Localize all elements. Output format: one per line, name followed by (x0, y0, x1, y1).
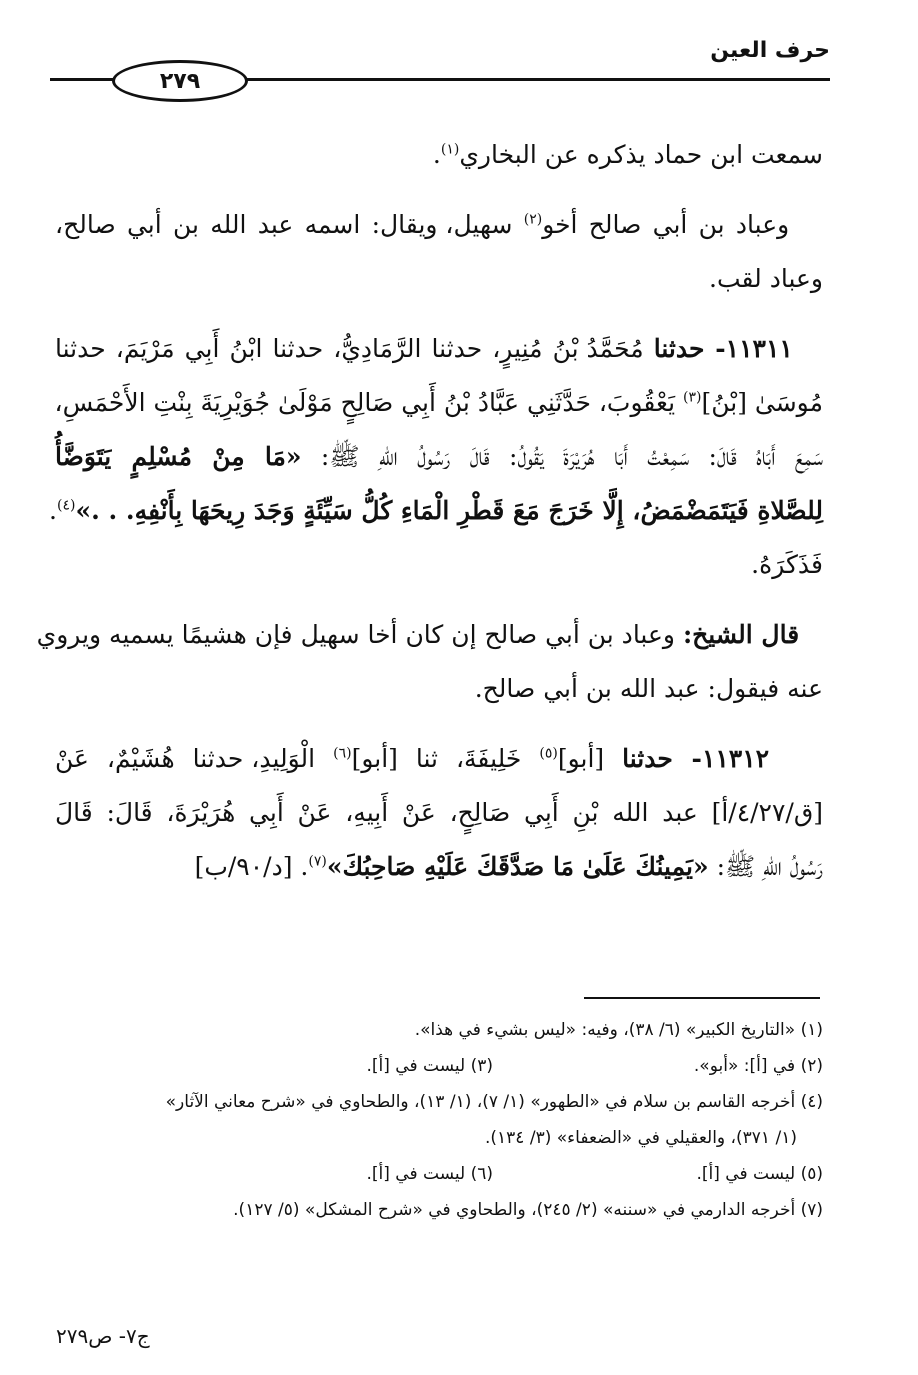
footnotes (55, 1012, 823, 1228)
text-line (55, 732, 823, 786)
chapter-title: حرف العين (710, 38, 830, 63)
page-header (50, 38, 830, 100)
text-line: [ق/٤/٢٧/أ] عبد الله بْنِ أَبِي صَالِحٍ، عَنْ أَبِيهِ، عَنْ أَبِي هُرَيْرَةَ، قَالَ: قَالَ (55, 798, 823, 827)
footnote-row (55, 1156, 823, 1192)
hadith-text: «يَمِينُكَ عَلَىٰ مَا صَدَّقَكَ عَلَيْهِ صَاحِبُكَ» (326, 852, 709, 881)
volume-page-marker: ج٧- ص٢٧٩ (56, 1324, 150, 1348)
footnote-3: (٣) ليست في [أ]. (366, 1056, 493, 1076)
text-line: فَذَكَرَهُ. (751, 550, 823, 579)
text-line (55, 128, 823, 182)
main-text (36, 128, 823, 894)
footnote-ref: (١) (440, 141, 460, 158)
paragraph-shaykh (36, 608, 823, 716)
text-line (55, 198, 823, 252)
text-line: وعباد لقب. (709, 264, 823, 293)
text-line: عنه فيقول: عبد الله بن أبي صالح. (474, 674, 823, 703)
text-line (55, 840, 823, 894)
text-line (36, 608, 823, 662)
footnote-4: (٤) أخرجه القاسم بن سلام في «الطهور» (١/ ٧)، (١/ ١٣)، والطحاوي في «شرح معاني الآثار» (165, 1092, 823, 1112)
text-line (49, 484, 823, 538)
text-span: مُحَمَّدُ بْنُ مُنِيرٍ، حدثنا الرَّمَادِيُّ، حدثنا ابْنُ أَبِي مَرْيَمَ، حدثنا (55, 334, 644, 363)
footnote-6: (٦) ليست في [أ]. (366, 1164, 493, 1184)
footnote-7: (٧) أخرجه الدارمي في «سننه» (٢/ ٢٤٥)، والطحاوي في «شرح المشكل» (٥/ ١٢٧). (233, 1200, 823, 1220)
text-line (55, 322, 823, 376)
page-number: ٢٧٩ (159, 68, 201, 94)
text-span: . (49, 496, 57, 525)
page-number-badge (112, 60, 248, 102)
text-line (55, 430, 823, 484)
text-span: وعباد بن أبي صالح أخو (542, 210, 790, 239)
footnote-ref: (٦) (333, 745, 352, 762)
hadith-text: «مَا مِنْ مُسْلِمٍ يَتَوَضَّأُ (55, 442, 302, 471)
text-line (55, 376, 823, 430)
text-span: [أبو] (557, 744, 605, 773)
footnote-ref: (٢) (523, 211, 543, 228)
footnote-rule (584, 997, 820, 999)
text-span: يَعْقُوبَ، حَدَّثَنِي عَبَّادُ بْنُ أَبِي صَالِحٍ مَوْلَىٰ جُوَيْرِيَةَ بِنْتِ الأَحْمَسِ، (54, 388, 676, 417)
footnote-5: (٥) ليست في [أ]. (696, 1164, 823, 1184)
paragraph-2 (55, 198, 823, 306)
speaker-label: قال الشيخ: (682, 620, 800, 649)
hadith-11311 (49, 322, 823, 592)
footnote-4-cont: (١/ ٣٧١)، والعقيلي في «الضعفاء» (٣/ ١٣٤). (485, 1128, 797, 1148)
text-span: . (432, 140, 441, 169)
text-span: خَلِيفَةَ، ثنا [أبو] (351, 744, 522, 773)
hadith-text: لِلصَّلاةِ فَيَتَمَضْمَضُ، إِلَّا خَرَجَ مَعَ قَطْرِ الْمَاءِ كُلُّ سَيِّئَةٍ وَجَدَ رِيحَهَا بِأَنْفِهِ. . .» (75, 496, 823, 525)
text-span: سمعت ابن حماد يذكره عن البخاري (459, 140, 823, 169)
hadith-number: ١١٣١٢- حدثنا (622, 744, 770, 773)
text-span: سَمِعَ أَبَاهُ قَالَ: سَمِعْتُ أَبَا هُرَيْرَةَ يَقُولُ: قَالَ رَسُولُ اللهِ ﷺ: (320, 442, 823, 471)
footnote-ref: (٥) (539, 745, 558, 762)
hadith-number: ١١٣١١- حدثنا (653, 334, 793, 363)
text-span: رَسُولُ اللهِ ﷺ: (716, 852, 823, 881)
footnote-2: (٢) في [أ]: «أبو». (693, 1056, 823, 1076)
text-span: الْوَلِيدِ، حدثنا هُشَيْمٌ، عَنْ (55, 744, 316, 773)
footnote-1: (١) «التاريخ الكبير» (٦/ ٣٨)، وفيه: «ليس بشيء في هذا». (414, 1020, 823, 1040)
paragraph-1 (55, 128, 823, 182)
text-span: مُوسَىٰ [بْنُ] (701, 388, 823, 417)
hadith-11312 (55, 732, 823, 894)
text-span: وعباد بن أبي صالح إن كان أخا سهيل فإن هشيمًا يسميه ويروي (36, 620, 675, 649)
text-span: سهيل، ويقال: اسمه عبد الله بن أبي صالح، (55, 210, 513, 239)
footnote-ref: (٧) (308, 853, 327, 870)
text-span: . [د/٩٠/ب] (194, 852, 309, 881)
footnote-row (55, 1048, 823, 1084)
footnote-ref: (٣) (682, 389, 702, 406)
footnote-ref: (٤) (56, 497, 76, 514)
